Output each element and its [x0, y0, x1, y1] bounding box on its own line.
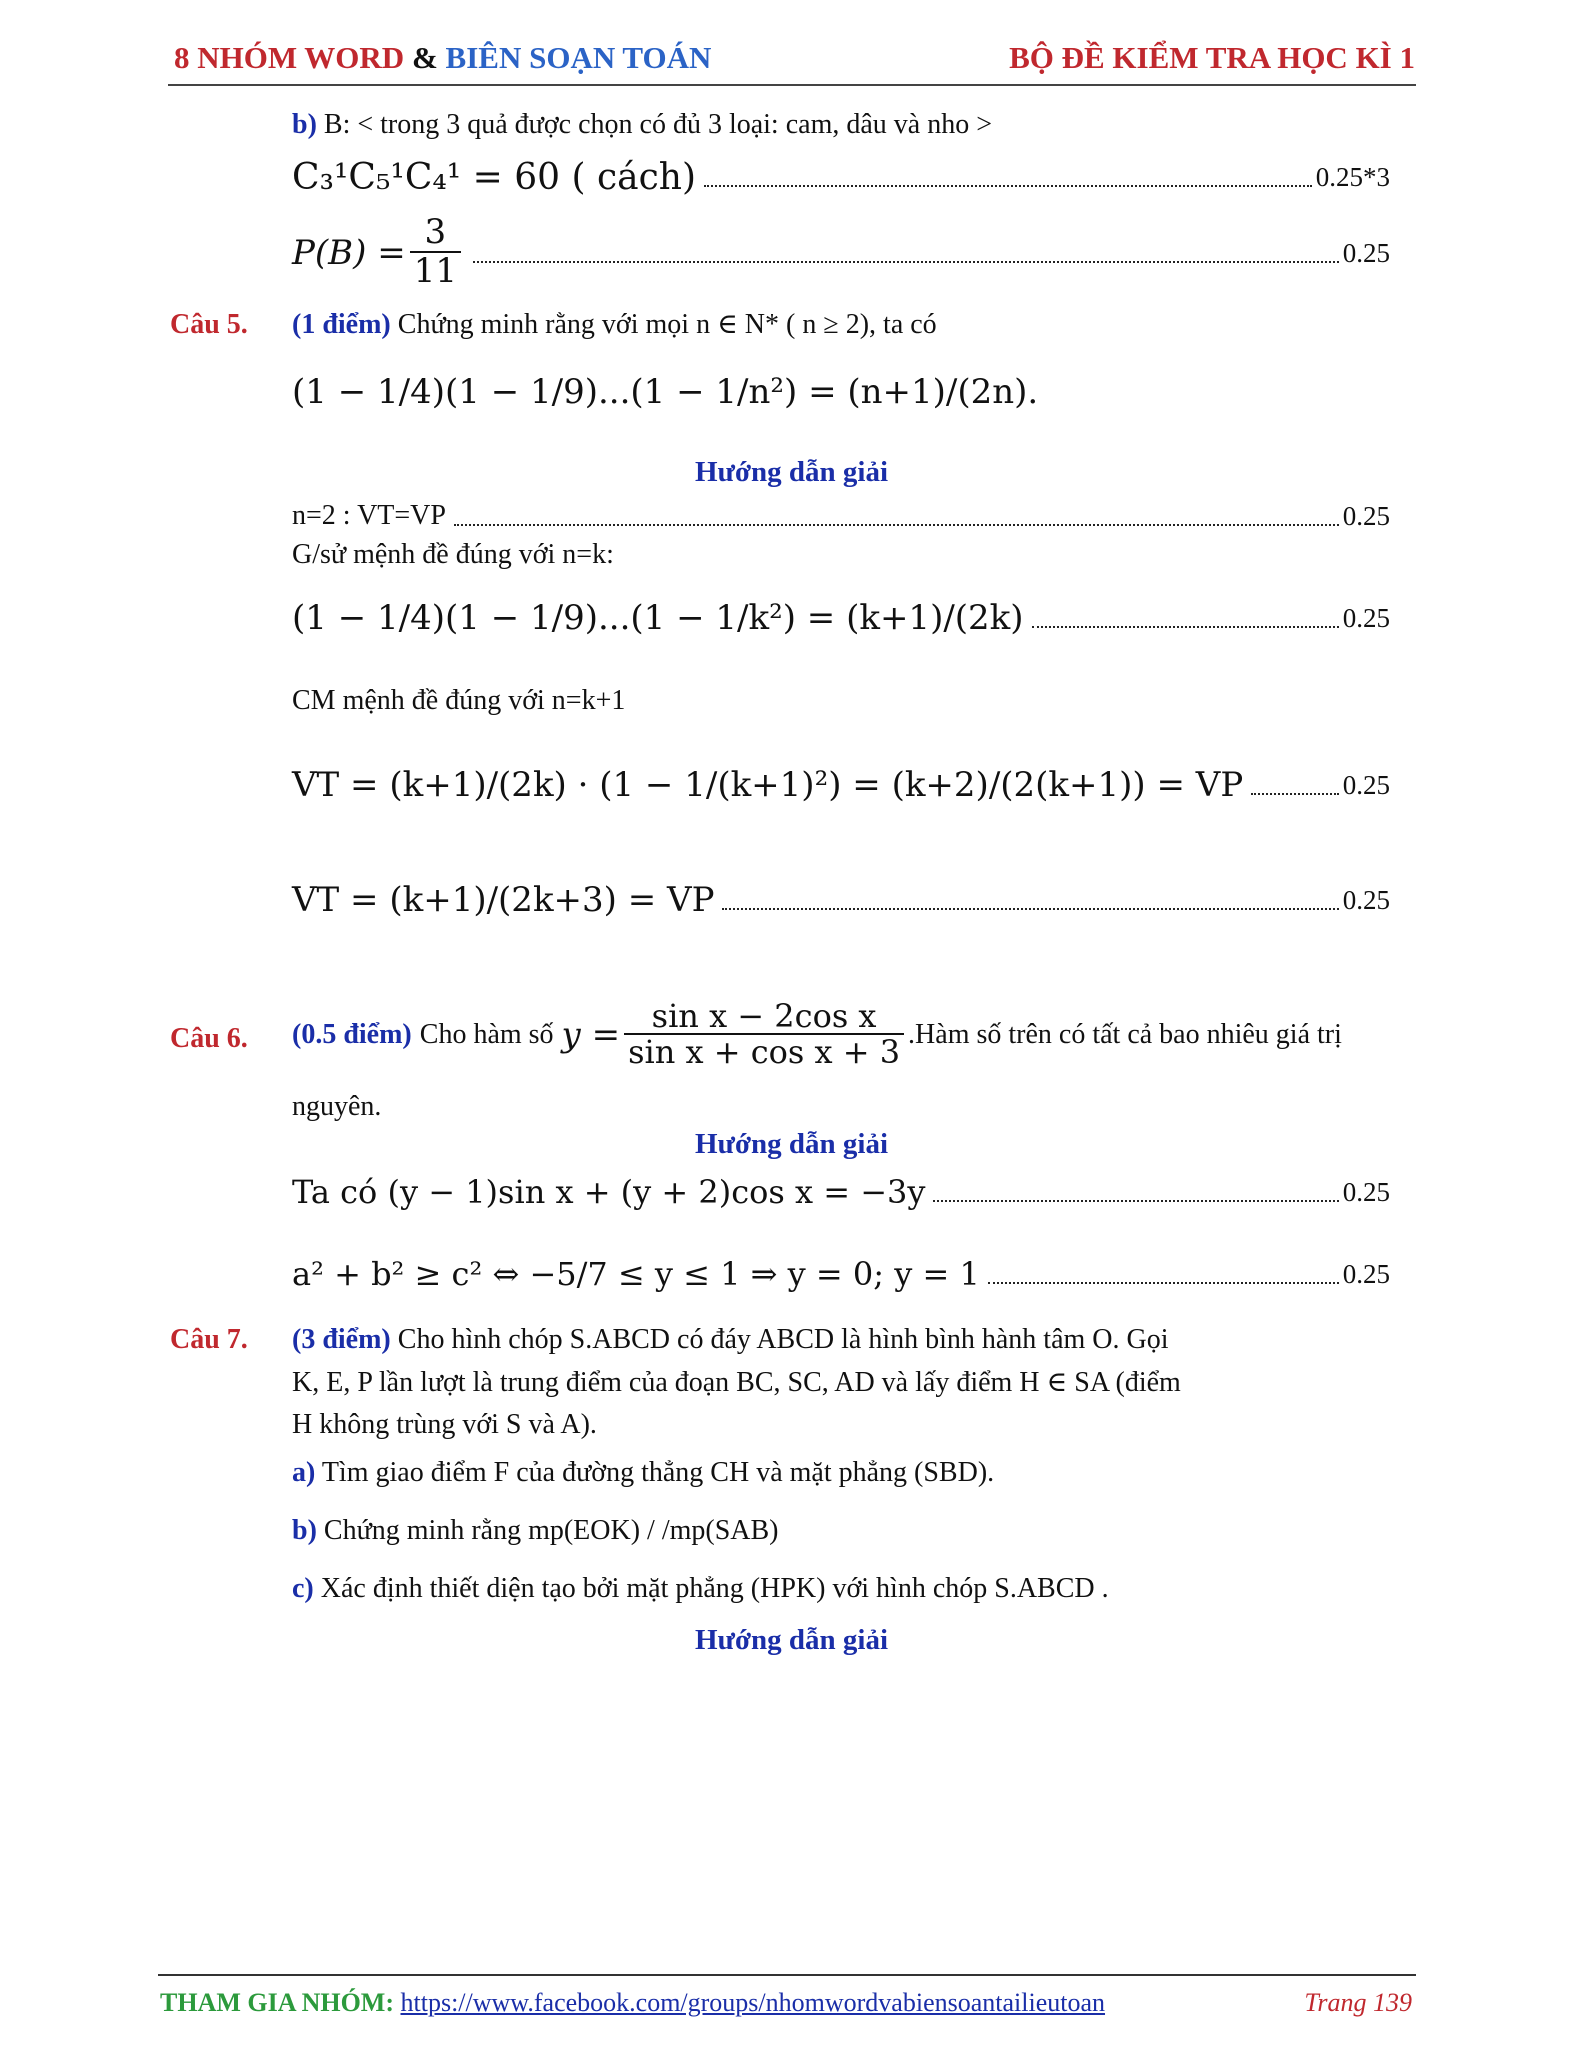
dotted-leader [704, 167, 1312, 187]
q6-function [561, 996, 909, 1072]
q4b-score1: 0.25*3 [1315, 161, 1390, 192]
q5-step4-row [292, 860, 1390, 940]
q6-score1: 0.25 [1342, 1176, 1390, 1207]
q5-step2-row [292, 580, 1390, 656]
q6-prompt-line [292, 990, 1342, 1080]
q6-score2: 0.25 [1342, 1258, 1390, 1289]
header-right: BỘ ĐỀ KIỂM TRA HỌC KÌ 1 [1009, 40, 1415, 75]
q4b-formula1-row [292, 152, 1390, 202]
logo-icon: 8 [174, 40, 190, 75]
q4b-formula2-left: P(B) = [292, 232, 406, 273]
q5-step3-row [292, 742, 1390, 828]
q7-b-label: b) [292, 1515, 317, 1546]
header-group-name: NHÓM WORD [197, 40, 405, 75]
q5-step3-text: CM mệnh đề đúng với n=k+1 [292, 685, 626, 716]
q7-line1-row [292, 1323, 1169, 1357]
q7-line1: Cho hình chóp S.ABCD có đáy ABCD là hình bình hành tâm O. Gọi [397, 1324, 1169, 1355]
q6-step1-row [292, 1168, 1390, 1216]
dotted-leader [722, 890, 1338, 910]
footer-page-number: Trang 139 [1304, 1988, 1412, 2017]
q7-points: (3 điểm) [292, 1324, 391, 1355]
q5-points: (1 điểm) [292, 309, 391, 340]
q6-label: Câu 6. [170, 1023, 248, 1054]
footer [160, 1988, 1412, 2018]
q7-line2: K, E, P lần lượt là trung điểm của đoạn BC, SC, AD và lấy điểm H ∈ SA (điểm [292, 1367, 1181, 1398]
q6-prompt-after: .Hàm số trên có tất cả bao nhiêu giá trị [908, 1019, 1342, 1050]
q4b-label: b) [292, 109, 317, 140]
q4b-formula2 [292, 212, 465, 292]
q5-statement: (1 − 1/4)(1 − 1/9)...(1 − 1/n²) = (n+1)/(2n). [292, 372, 1039, 412]
q7-a-text: Tìm giao điểm F của đường thẳng CH và mặt phẳng (SBD). [321, 1457, 995, 1488]
q6-guide-title: Hướng dẫn giải [694, 1128, 889, 1160]
q4b-formula2-row [292, 210, 1390, 296]
q5-prompt: Chứng minh rằng với mọi n ∈ N* ( n ≥ 2), ta có [397, 309, 937, 340]
q5-score1: 0.25 [1342, 500, 1390, 531]
q4b-frac-den: 11 [410, 251, 461, 290]
q5-step2-formula: (1 − 1/4)(1 − 1/9)...(1 − 1/k²) = (k+1)/(2k) [292, 598, 1024, 638]
q5-score2: 0.25 [1342, 602, 1390, 633]
q7-a-label: a) [292, 1457, 316, 1488]
footer-label: THAM GIA NHÓM: [160, 1988, 394, 2017]
q5-step1-row [292, 498, 1390, 534]
q7-guide-title: Hướng dẫn giải [694, 1624, 889, 1656]
dotted-leader [988, 1264, 1339, 1284]
q5-guide-title: Hướng dẫn giải [694, 456, 889, 488]
q4b-line [292, 108, 992, 142]
q5-statement-row [292, 352, 1038, 432]
q7-c-row [292, 1572, 1109, 1606]
q5-step4-formula: VT = (k+1)/(2k+3) = VP [292, 880, 715, 920]
q7-a-row [292, 1456, 994, 1490]
q7-b-text: Chứng minh rằng mp(EOK) / /mp(SAB) [323, 1515, 779, 1546]
q6-func-den: sin x + cos x + 3 [624, 1033, 904, 1070]
q5-step3-formula: VT = (k+1)/(2k) · (1 − 1/(k+1)²) = (k+2)/(2(k+1)) = VP [292, 765, 1244, 805]
q7-b-row [292, 1514, 779, 1548]
dotted-leader [1032, 608, 1339, 628]
q6-y-eq: y = [561, 1015, 621, 1055]
dotted-leader [454, 506, 1339, 526]
footer-group-link[interactable]: https://www.facebook.com/groups/nhomwordvabiensoantailieutoan [400, 1988, 1106, 2017]
q5-step1: n=2 : VT=VP [292, 500, 446, 531]
q4b-score2: 0.25 [1342, 237, 1390, 268]
header-rule [168, 84, 1416, 86]
q7-c-text: Xác định thiết diện tạo bởi mặt phẳng (HPK) với hình chóp S.ABCD . [320, 1573, 1109, 1604]
footer-rule [158, 1974, 1416, 1976]
q5-step2-text: G/sử mệnh đề đúng với n=k: [292, 539, 614, 570]
q5-prompt-line [292, 308, 937, 342]
q7-label: Câu 7. [170, 1324, 248, 1355]
q4b-formula1: C₃¹C₅¹C₄¹ = 60 ( cách) [292, 156, 697, 198]
q6-step1: Ta có (y − 1)sin x + (y + 2)cos x = −3y [292, 1173, 926, 1211]
q4b-text: B: < trong 3 quả được chọn có đủ 3 loại: cam, dâu và nho > [323, 109, 992, 140]
q4b-frac-num: 3 [424, 212, 447, 253]
q5-score4: 0.25 [1342, 884, 1390, 915]
q6-func-num: sin x − 2cos x [651, 996, 877, 1035]
header-left [174, 40, 711, 80]
header-amp: & [411, 40, 438, 75]
q6-points: (0.5 điểm) [292, 1019, 412, 1050]
q7-c-label: c) [292, 1573, 314, 1604]
header-group-subtitle: BIÊN SOẠN TOÁN [445, 40, 712, 75]
dotted-leader [1251, 775, 1339, 795]
q5-label: Câu 5. [170, 309, 248, 340]
q5-score3: 0.25 [1342, 769, 1390, 800]
q6-step2: a² + b² ≥ c² ⇔ −5/7 ≤ y ≤ 1 ⇒ y = 0; y = 1 [292, 1255, 980, 1293]
q7-line3: H không trùng với S và A). [292, 1409, 597, 1440]
q6-prompt-before: Cho hàm số [419, 1019, 554, 1050]
q6-step2-row [292, 1236, 1390, 1312]
dotted-leader [473, 243, 1339, 263]
dotted-leader [933, 1182, 1338, 1202]
q6-prompt-cont: nguyên. [292, 1091, 382, 1122]
